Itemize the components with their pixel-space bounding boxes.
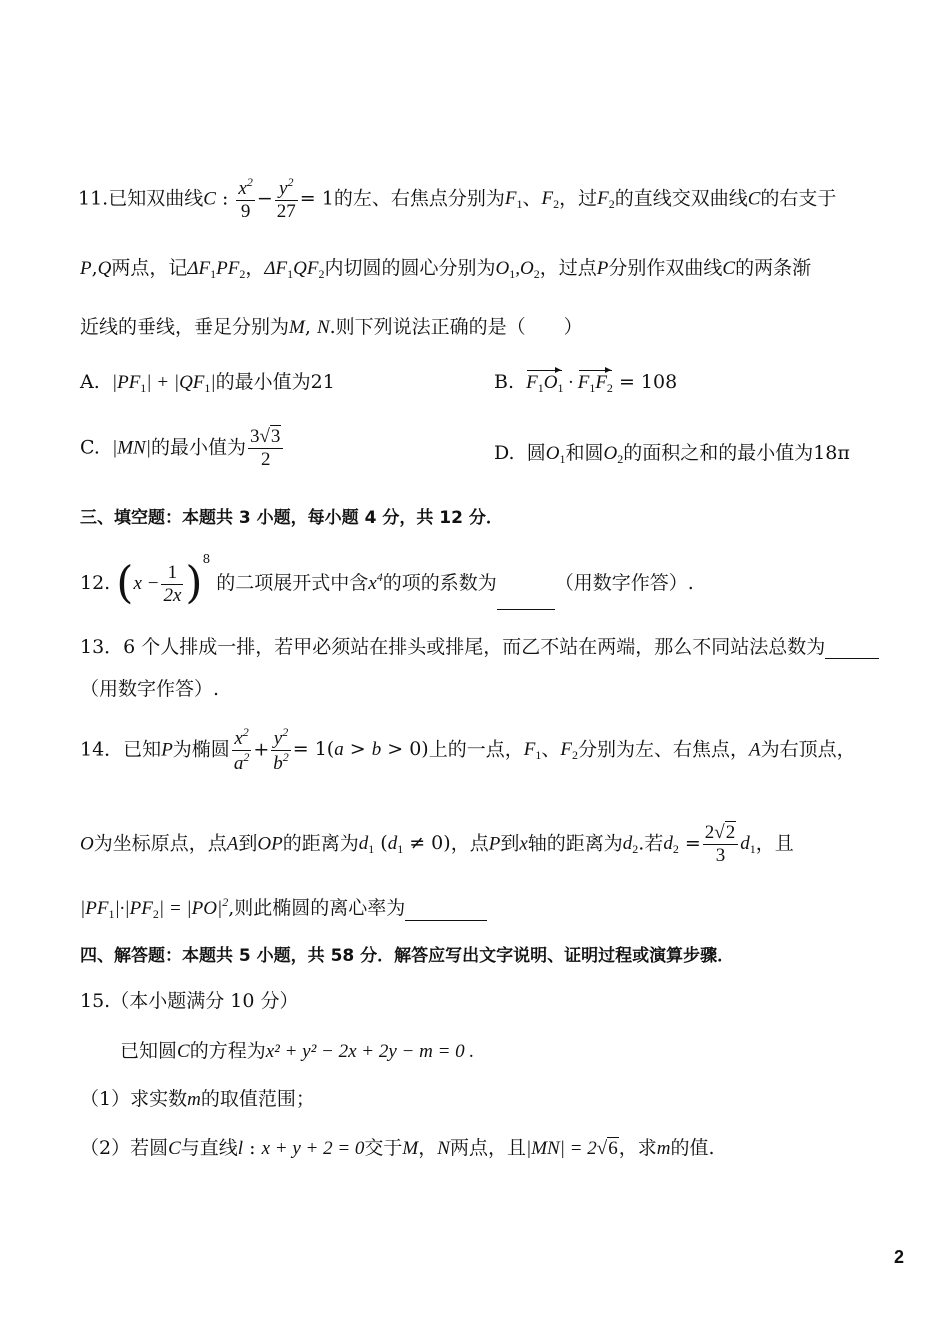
q14-line3: $|PF_1|\cdot|PF_2| = |PO|^2$,则此椭圆的离心率为 (80, 895, 487, 921)
q14-line2: O为坐标原点，点A到OP的距离为$d_1$ $(d_1 \ne 0)$，点P到x轴的距离为$d_2$.若$d_2$ = $\frac{2√2}{3}$ $d_1$，且 (80, 822, 794, 866)
option-c: C. |MN|的最小值为 $\frac{3√3}{2}$ (80, 426, 285, 471)
q15-heading: 15.（本小题满分 10 分） (80, 990, 299, 1012)
option-d: D. 圆$O_1$和圆$O_2$的面积之和的最小值为18π (494, 442, 850, 466)
q13-answer-blank[interactable] (825, 640, 879, 659)
q13-line2: （用数字作答）. (80, 678, 220, 700)
q13-line1: 13．6 个人排成一排，若甲必须站在排头或排尾，而乙不站在两端，那么不同站法总数为 (80, 636, 879, 659)
section4-heading: 四、解答题：本题共 5 小题，共 58 分．解答应写出文字说明、证明过程或演算步骤． (80, 946, 735, 966)
option-b: B. $F_1O_1 \cdot F_1F_2 = 108$ (494, 371, 678, 395)
q14-line1: 14．已知P为椭圆 $\frac{x^2}{a^2}$ + $\frac{y^2}{b^2}$ = 1(a > b > 0)上的一点，$F_1$、$F_2$分别为左、右焦点，A为右顶点， (80, 725, 856, 774)
q14-answer-blank[interactable] (405, 902, 487, 921)
hyperbola-eq: C (203, 188, 216, 210)
q15-stem: 已知圆C的方程为x² + y² − 2x + 2y − m = 0 . (120, 1040, 475, 1062)
q11-line2: P,Q两点，记$\Delta F_1PF_2$，$\Delta F_1QF_2$内切圆的圆心分别为$O_1,O_2$，过点P分别作双曲线C的两条渐 (80, 257, 812, 281)
section3-heading: 三、填空题：本题共 3 小题，每小题 4 分，共 12 分． (80, 508, 503, 528)
option-a: A. $|PF_1| + |QF_1|$的最小值为21 (80, 371, 335, 395)
q11-line1: 11.已知双曲线C : $\frac{x^2}{9}$ − $\frac{y^2}{27}$ = 1的左、右焦点分别为$F_1$、$F_2$，过$F_2$的直线交双曲线C的右支于 (78, 175, 837, 222)
q15-part1: （1）求实数m的取值范围； (80, 1088, 315, 1110)
q12: 12. (x − $\frac{1}{2x}$ )$^8$ 的二项展开式中含$x^4$的项的系数为 （用数字作答）. (80, 552, 694, 609)
q11-line3: 近线的垂线，垂足分别为M, N.则下列说法正确的是（ ） (80, 316, 583, 338)
page-number: 2 (893, 1247, 904, 1267)
q12-answer-blank[interactable] (497, 591, 555, 610)
q15-part2: （2）若圆C与直线l : x + y + 2 = 0交于M，N两点，且|MN| = 2√6，求m的值. (80, 1137, 715, 1159)
